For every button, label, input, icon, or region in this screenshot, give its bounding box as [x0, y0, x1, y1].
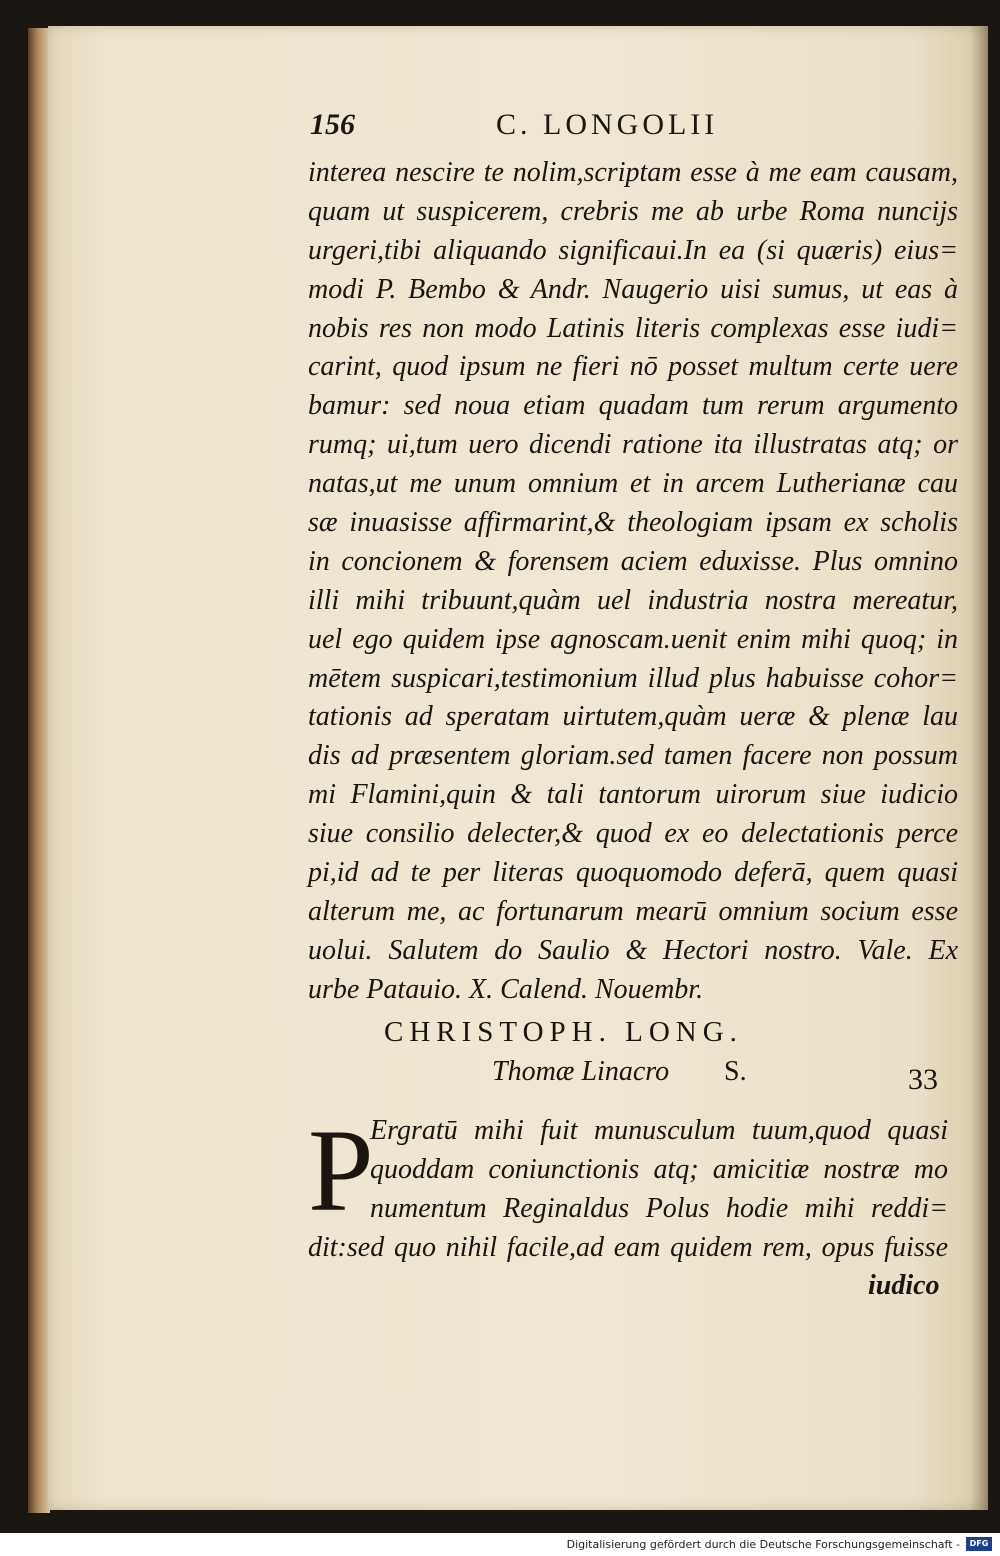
text-line: quam ut suspicerem, crebris me ab urbe Roma nuncijs [308, 195, 958, 227]
text-line: bamur: sed noua etiam quadam tum rerum argumento [308, 390, 958, 422]
text-line: nobis res non modo Latinis literis complexas esse iudi= [308, 312, 958, 344]
letter-text-continued [308, 154, 958, 1010]
text-line: Ergratū mihi fuit munusculum tuum,quod quasi [370, 1115, 948, 1146]
text-line: modi P. Bembo & Andr. Naugerio uisi sumus, ut eas à [308, 273, 958, 305]
dfg-logo-icon[interactable]: DFG [966, 1537, 992, 1551]
book-binding-edge [28, 28, 50, 1513]
text-line: uolui. Salutem do Saulio & Hectori nostro. Vale. Ex [308, 934, 958, 966]
text-line: dit:sed quo nihil facile,ad eam quidem rem, opus fuisse [308, 1231, 948, 1263]
text-line: urgeri,tibi aliquando significaui.In ea (si quæris) eius= [308, 234, 958, 266]
text-line: urbe Patauio. X. Calend. Nouembr. [308, 973, 704, 1005]
text-line: pi,id ad te per literas quoquomodo deferā, quem quasi [308, 857, 958, 889]
text-line: mētem suspicari,testimonium illud plus habuisse cohor= [308, 662, 958, 694]
catchword: iudico [868, 1270, 940, 1301]
letter-recipient: Thomæ Linacro [492, 1056, 670, 1087]
text-line: dis ad præsentem gloriam.sed tamen facere non possum [308, 740, 958, 772]
letter-heading [384, 1016, 904, 1087]
text-line: tationis ad speratam uirtutem,quàm ueræ & plenæ lau [308, 701, 958, 733]
text-line: illi mihi tribuunt,quàm uel industria nostra mereatur, [308, 584, 958, 616]
footer-bar [0, 1533, 1000, 1556]
recipient-row [492, 1056, 952, 1092]
text-line: natas,ut me unum omnium et in arcem Lutherianæ cau [308, 468, 958, 500]
letter-salutation: S. [724, 1056, 747, 1087]
text-line: in concionem & forensem aciem eduxisse. Plus omnino [308, 545, 958, 577]
letter-body [308, 1105, 948, 1312]
text-line: rumq; ui,tum uero dicendi ratione ita illustratas atq; or [308, 429, 958, 461]
text-line: interea nescire te nolim,scriptam esse à me eam causam, [308, 157, 958, 188]
running-title: C. LONGOLII [496, 108, 719, 141]
text-line: quoddam coniunctionis atq; amicitiæ nostræ mo [370, 1153, 948, 1185]
text-line: siue consilio delecter,& quod ex eo delectationis perce [308, 818, 958, 850]
text-line: mi Flamini,quin & tali tantorum uirorum siue iudicio [308, 779, 958, 811]
letter-sender: CHRISTOPH. LONG. [384, 1016, 743, 1048]
page-header [310, 108, 950, 148]
page-number: 156 [310, 108, 355, 141]
drop-cap-initial: P [308, 1105, 374, 1236]
text-line: numentum Reginaldus Polus hodie mihi reddi= [370, 1192, 948, 1224]
letter-number: 33 [908, 1063, 938, 1096]
text-line: alterum me, ac fortunarum mearū omnium socium esse [308, 895, 958, 927]
text-line: carint, quod ipsum ne fieri nō posset multum certe uere [308, 351, 958, 383]
funding-credit: Digitalisierung gefördert durch die Deutsche Forschungsgemeinschaft - [566, 1538, 960, 1551]
text-line: sæ inuasisse affirmarint,& theologiam ipsam ex scholis [308, 507, 958, 539]
text-line: uel ego quidem ipse agnoscam.uenit enim mihi quoq; in [308, 623, 958, 655]
page-edge-shadow [970, 26, 988, 1510]
